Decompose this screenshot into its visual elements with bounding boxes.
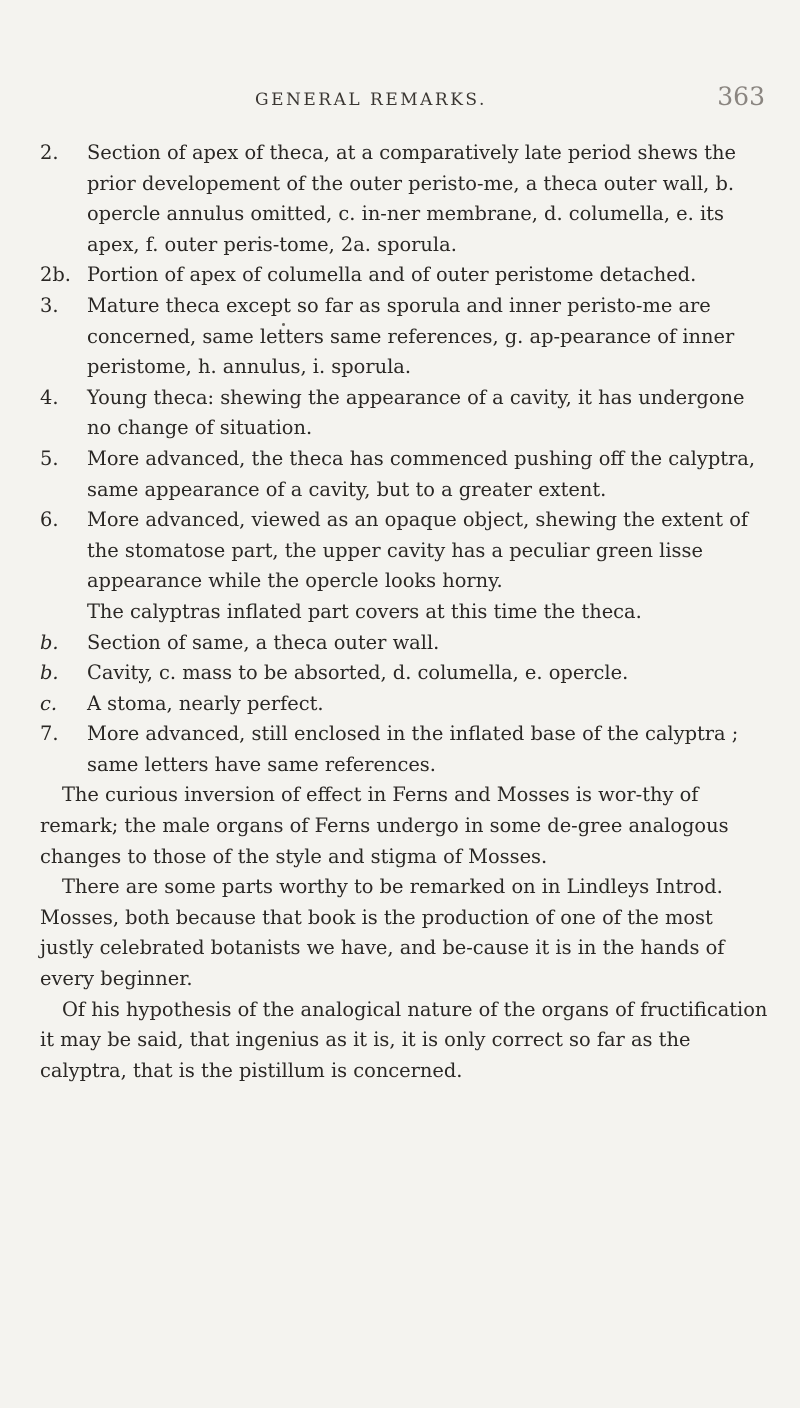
figure-sub-item-b [40,628,770,659]
item-text: Young theca: shewing the appearance of a cavity, it has undergone no change of situation. [87,385,745,440]
paragraph-hypothesis: Of his hypothesis of the analogical nature of the organs of fructification it may be said, that ingenius as it is, it is only correct so far as the calyptra, that is the pistillum is concerned. [40,997,768,1082]
figure-item-2 [40,138,770,260]
running-head [255,82,765,124]
item-letter: b. [40,661,59,685]
item-text: Portion of apex of columella and of outer peristome detached. [87,263,697,287]
running-title: GENERAL REMARKS. [255,90,487,110]
item-text: More advanced, viewed as an opaque object, shewing the extent of the stomatose part, the upper cavity has a peculiar green lisse appearance while the opercle looks horny. [87,508,749,593]
figure-item-3 [40,291,770,383]
figure-item-6-continuation: The calyptras inflated part covers at this time the theca. [87,599,642,623]
figure-item-5 [40,444,770,505]
item-text: More advanced, still enclosed in the inflated base of the calyptra ; same letters have same references. [87,722,739,776]
item-number: 4. [40,385,59,409]
figure-item-7 [40,719,770,780]
item-text: A stoma, nearly perfect. [87,691,324,715]
body-text [40,138,770,1086]
item-number: 7. [40,722,59,746]
figure-sub-item-c [40,689,770,720]
item-number: 2. [40,141,59,164]
item-letter: c. [40,691,58,715]
figure-item-4 [40,383,770,444]
item-number: 5. [40,446,59,470]
item-text: Section of apex of theca, at a comparatively late period shews the prior developement of the outer peristo-me, a theca outer wall, b. opercle annulus omitted, c. in-ner membrane, d. columella, e. its apex, f. outer peris-tome, 2a. sporula. [87,141,736,256]
item-text: More advanced, the theca has commenced pushing off the calyptra, same appearance of a cavity, but to a greater extent. [87,446,756,501]
paragraph-lindley: There are some parts worthy to be remarked on in Lindleys Introd. Mosses, both because that book is the production of one of the most justly celebrated botanists we have, and be-cause it is in the hands of every beginner. [40,875,725,991]
paragraph-ferns-mosses: The curious inversion of effect in Ferns and Mosses is wor-thy of remark; the male organs of Ferns undergo in some de-gree analogous changes to those of the style and stigma of Mosses. [40,783,729,868]
item-text: Cavity, c. mass to be absorted, d. columella, e. opercle. [87,661,629,685]
item-number: 6. [40,508,59,532]
item-text: Section of same, a theca outer wall. [87,630,440,654]
figure-item-6 [40,505,770,597]
figure-item-2b [40,260,770,291]
item-text: Mature theca except so far as sporula and inner peristo-me are concerned, same letters same references, g. ap-pearance of inner peristome, h. annulus, i. sporula. [87,293,735,379]
page-number: 363 [717,82,765,111]
item-number: 2b. [40,263,71,287]
item-letter: b. [40,630,59,654]
figure-sub-item-b-second [40,658,770,689]
item-number: 3. [40,293,59,317]
